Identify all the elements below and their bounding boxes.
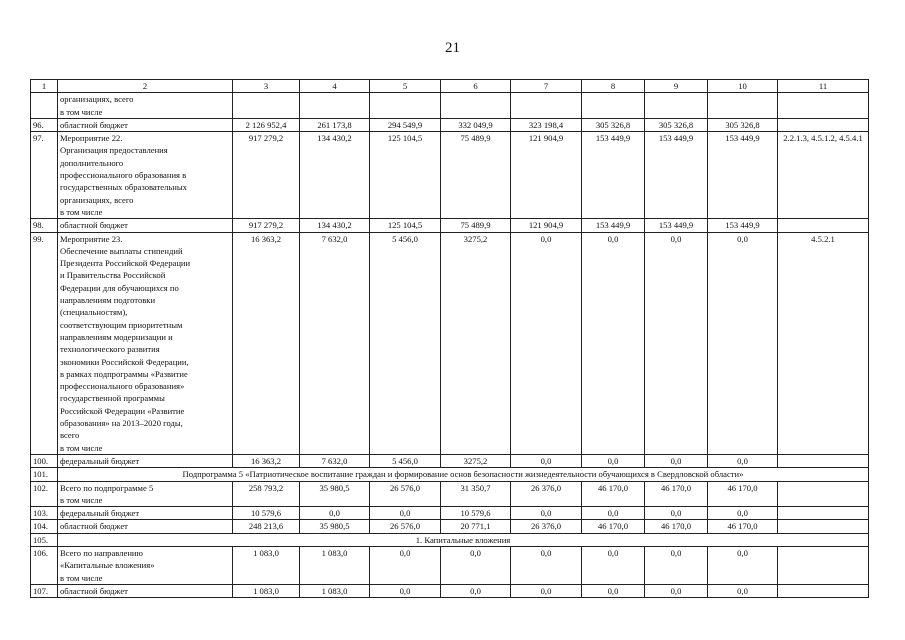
description-line: дополнительного: [60, 157, 124, 168]
description-line: в том числе: [60, 442, 103, 453]
value-cell: 0,0: [582, 454, 645, 467]
value-cell: 10 579,6: [233, 507, 300, 520]
target-codes: [778, 584, 869, 597]
target-codes: [778, 118, 869, 131]
row-description: [58, 132, 233, 219]
table-row: [31, 468, 869, 481]
value-cell: 0,0: [582, 584, 645, 597]
description-line: в том числе: [60, 494, 103, 505]
value-cell: 31 350,7: [441, 481, 511, 507]
target-codes: [778, 507, 869, 520]
description-line: федеральный бюджет: [60, 455, 140, 466]
table-row: [31, 584, 869, 597]
value-cell: [645, 93, 708, 119]
description-line: профессионального образования»: [60, 381, 185, 392]
description-line: образования» на 2013–2020 годы,: [60, 418, 183, 429]
target-codes: 2.2.1.3, 4.5.1.2, 4.5.4.1: [778, 132, 869, 219]
value-cell: 248 213,6: [233, 520, 300, 533]
value-cell: 1 083,0: [233, 584, 300, 597]
value-cell: 305 326,8: [708, 118, 778, 131]
row-description: [58, 481, 233, 507]
value-cell: 7 632,0: [300, 454, 370, 467]
header-cell: 3: [233, 80, 300, 93]
row-number: 96.: [31, 118, 58, 131]
row-description: [58, 232, 233, 454]
row-description: [58, 118, 233, 131]
value-cell: 0,0: [511, 546, 582, 584]
header-cell: 7: [511, 80, 582, 93]
value-cell: 294 549,9: [370, 118, 441, 131]
header-cell: 10: [708, 80, 778, 93]
value-cell: [441, 93, 511, 119]
value-cell: 20 771,1: [441, 520, 511, 533]
description-line: «Капитальные вложения»: [60, 560, 155, 571]
value-cell: 3275,2: [441, 454, 511, 467]
row-number: 99.: [31, 232, 58, 454]
header-cell: 2: [58, 80, 233, 93]
value-cell: 0,0: [708, 454, 778, 467]
description-line: всего: [60, 430, 80, 441]
value-cell: 125 104,5: [370, 132, 441, 219]
table-row: [31, 93, 869, 119]
page-number: 21: [445, 40, 460, 56]
description-line: в том числе: [60, 206, 103, 217]
table-row: [31, 507, 869, 520]
value-cell: 0,0: [441, 584, 511, 597]
row-number: 97.: [31, 132, 58, 219]
value-cell: 323 198,4: [511, 118, 582, 131]
value-cell: 0,0: [582, 507, 645, 520]
value-cell: 0,0: [645, 232, 708, 454]
description-line: в рамках подпрограммы «Развитие: [60, 368, 188, 379]
table-row: [31, 533, 869, 546]
value-cell: 0,0: [511, 584, 582, 597]
description-line: организациях, всего: [60, 194, 134, 205]
description-line: Мероприятие 22.: [60, 133, 123, 144]
value-cell: 0,0: [441, 546, 511, 584]
table-row: [31, 481, 869, 507]
value-cell: 1 083,0: [300, 546, 370, 584]
value-cell: 75 489,9: [441, 132, 511, 219]
value-cell: 0,0: [645, 584, 708, 597]
value-cell: 0,0: [370, 584, 441, 597]
table-row: [31, 118, 869, 131]
target-codes: [778, 454, 869, 467]
value-cell: 917 279,2: [233, 219, 300, 232]
target-codes: [778, 481, 869, 507]
row-description: [58, 584, 233, 597]
target-codes: 4.5.2.1: [778, 232, 869, 454]
value-cell: 26 576,0: [370, 481, 441, 507]
header-cell: 4: [300, 80, 370, 93]
description-line: Российской Федерации «Развитие: [60, 405, 185, 416]
row-description: [58, 546, 233, 584]
header-row: [31, 80, 869, 93]
value-cell: [233, 93, 300, 119]
row-description: [58, 520, 233, 533]
description-line: федеральный бюджет: [60, 508, 140, 519]
value-cell: 0,0: [645, 454, 708, 467]
description-line: областной бюджет: [60, 119, 128, 130]
value-cell: [582, 93, 645, 119]
header-cell: 8: [582, 80, 645, 93]
description-line: в том числе: [60, 572, 103, 583]
value-cell: 153 449,9: [645, 219, 708, 232]
value-cell: [708, 93, 778, 119]
value-cell: 917 279,2: [233, 132, 300, 219]
row-description: [58, 507, 233, 520]
value-cell: 0,0: [582, 546, 645, 584]
value-cell: 121 904,9: [511, 132, 582, 219]
description-line: организациях, всего: [60, 94, 134, 105]
row-number: 104.: [31, 520, 58, 533]
value-cell: 46 170,0: [582, 520, 645, 533]
value-cell: 0,0: [370, 507, 441, 520]
description-line: Обеспечение выплаты стипендий: [60, 245, 183, 256]
description-line: государственных образовательных: [60, 182, 187, 193]
value-cell: 0,0: [511, 232, 582, 454]
description-line: экономики Российской Федерации,: [60, 356, 189, 367]
row-number: 107.: [31, 584, 58, 597]
description-line: Всего по направлению: [60, 547, 143, 558]
row-description: [58, 219, 233, 232]
description-line: технологического развития: [60, 344, 160, 355]
description-line: Всего по подпрограмме 5: [60, 482, 154, 493]
table-row: [31, 232, 869, 454]
target-codes: [778, 546, 869, 584]
table-row: [31, 546, 869, 584]
value-cell: 0,0: [645, 507, 708, 520]
value-cell: 134 430,2: [300, 219, 370, 232]
header-cell: 5: [370, 80, 441, 93]
header-cell: 11: [778, 80, 869, 93]
table-row: [31, 454, 869, 467]
value-cell: 5 456,0: [370, 454, 441, 467]
value-cell: 0,0: [582, 232, 645, 454]
value-cell: 35 980,5: [300, 520, 370, 533]
value-cell: 0,0: [708, 546, 778, 584]
value-cell: 35 980,5: [300, 481, 370, 507]
target-codes: [778, 93, 869, 119]
value-cell: 5 456,0: [370, 232, 441, 454]
value-cell: 0,0: [511, 454, 582, 467]
value-cell: 125 104,5: [370, 219, 441, 232]
header-cell: 6: [441, 80, 511, 93]
description-line: направлениям подготовки: [60, 295, 156, 306]
description-line: областной бюджет: [60, 220, 128, 231]
description-line: и Правительства Российской: [60, 270, 166, 281]
description-line: профессионального образования в: [60, 170, 187, 181]
description-line: Президента Российской Федерации: [60, 258, 191, 269]
value-cell: 26 376,0: [511, 481, 582, 507]
value-cell: 26 376,0: [511, 520, 582, 533]
value-cell: 332 049,9: [441, 118, 511, 131]
value-cell: 0,0: [370, 546, 441, 584]
value-cell: 0,0: [300, 507, 370, 520]
value-cell: 46 170,0: [582, 481, 645, 507]
target-codes: [778, 520, 869, 533]
description-line: в том числе: [60, 106, 103, 117]
row-number: 98.: [31, 219, 58, 232]
value-cell: 0,0: [511, 507, 582, 520]
value-cell: 0,0: [708, 584, 778, 597]
description-line: Федерации для обучающихся по: [60, 282, 179, 293]
row-number: 102.: [31, 481, 58, 507]
value-cell: 46 170,0: [645, 520, 708, 533]
row-number: [31, 93, 58, 119]
value-cell: 153 449,9: [645, 132, 708, 219]
value-cell: 75 489,9: [441, 219, 511, 232]
header-cell: 9: [645, 80, 708, 93]
row-number: 106.: [31, 546, 58, 584]
value-cell: 16 363,2: [233, 232, 300, 454]
row-number: 103.: [31, 507, 58, 520]
value-cell: 153 449,9: [582, 132, 645, 219]
budget-table: [30, 79, 869, 598]
value-cell: 153 449,9: [708, 132, 778, 219]
section-title: 1. Капитальные вложения: [58, 533, 869, 546]
value-cell: 3275,2: [441, 232, 511, 454]
description-line: Организация предоставления: [60, 145, 168, 156]
description-line: (специальностям),: [60, 307, 128, 318]
value-cell: 16 363,2: [233, 454, 300, 467]
value-cell: 7 632,0: [300, 232, 370, 454]
value-cell: 46 170,0: [708, 520, 778, 533]
table-row: [31, 520, 869, 533]
section-title: Подпрограмма 5 «Патриотическое воспитание граждан и формирование основ безопасности жизнедеятельности обучающихся в Свердловской области»: [58, 468, 869, 481]
value-cell: [511, 93, 582, 119]
value-cell: 153 449,9: [582, 219, 645, 232]
description-line: областной бюджет: [60, 521, 128, 532]
value-cell: 46 170,0: [645, 481, 708, 507]
description-line: Мероприятие 23.: [60, 233, 123, 244]
table-row: [31, 219, 869, 232]
header-cell: 1: [31, 80, 58, 93]
row-number: 100.: [31, 454, 58, 467]
value-cell: 121 904,9: [511, 219, 582, 232]
value-cell: 46 170,0: [708, 481, 778, 507]
value-cell: 26 576,0: [370, 520, 441, 533]
row-description: [58, 93, 233, 119]
target-codes: [778, 219, 869, 232]
value-cell: 134 430,2: [300, 132, 370, 219]
row-number: 101.: [31, 468, 58, 481]
value-cell: 258 793,2: [233, 481, 300, 507]
description-line: областной бюджет: [60, 585, 128, 596]
value-cell: [370, 93, 441, 119]
value-cell: 0,0: [708, 232, 778, 454]
description-line: соответствующим приоритетным: [60, 319, 183, 330]
row-description: [58, 454, 233, 467]
value-cell: 305 326,8: [645, 118, 708, 131]
value-cell: 0,0: [645, 546, 708, 584]
value-cell: 305 326,8: [582, 118, 645, 131]
value-cell: [300, 93, 370, 119]
value-cell: 0,0: [708, 507, 778, 520]
description-line: государственной программы: [60, 393, 165, 404]
value-cell: 1 083,0: [300, 584, 370, 597]
description-line: направлениям модернизации и: [60, 331, 173, 342]
value-cell: 261 173,8: [300, 118, 370, 131]
value-cell: 2 126 952,4: [233, 118, 300, 131]
row-number: 105.: [31, 533, 58, 546]
value-cell: 1 083,0: [233, 546, 300, 584]
table-row: [31, 132, 869, 219]
value-cell: 10 579,6: [441, 507, 511, 520]
value-cell: 153 449,9: [708, 219, 778, 232]
